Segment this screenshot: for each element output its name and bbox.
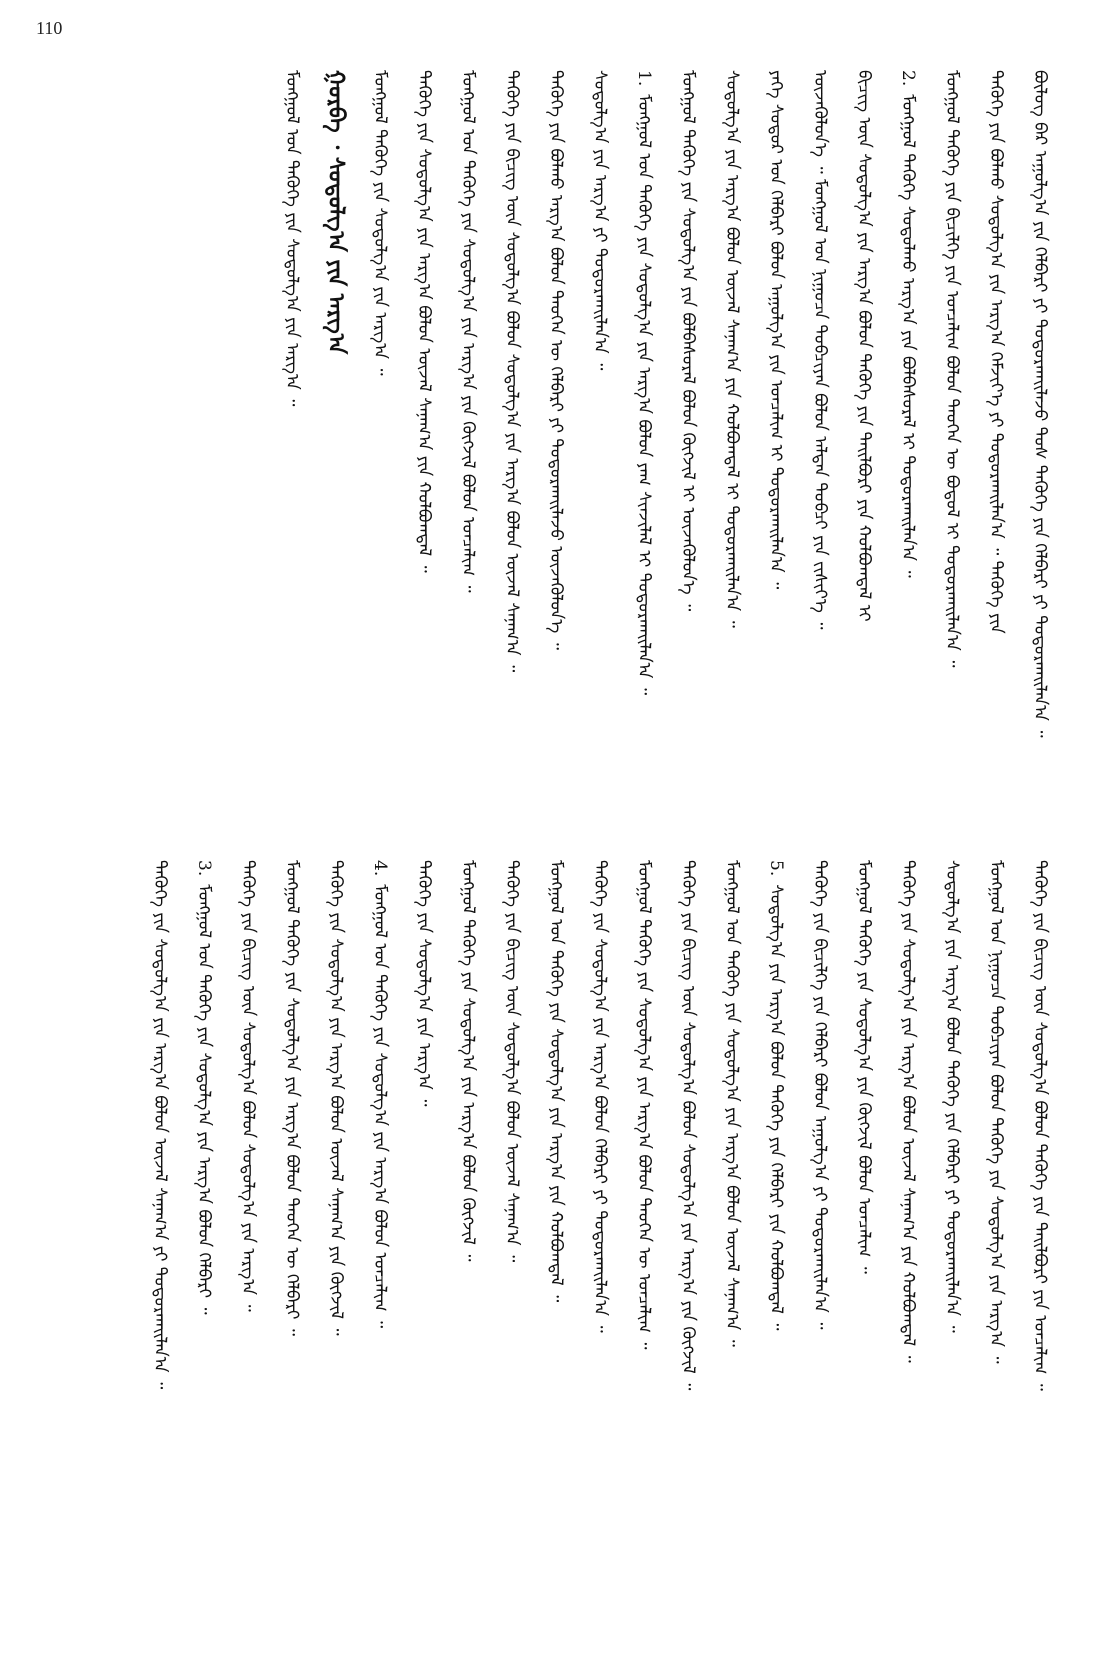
text-column xyxy=(888,860,928,1620)
text-column xyxy=(448,860,488,1620)
column-text: ᠮᠣᠩᠭᠣᠯ ᠲᠡᠭᠦᠬᠡ ᠶᠢᠨ ᠰᠤᠳᠤᠯᠭ᠎ᠠ ᠶᠢᠨ ᠠᠷᠭ᠎ᠠ ᠪᠣᠯᠤᠨ ᠲᠡᠦᠬᠡᠨ ᠦ ᠬᠡᠯᠪᠡᠷᠢ ᠃ xyxy=(282,860,302,1336)
column-text: ᠮᠣᠩᠭᠣᠯ ᠤᠨ ᠲᠡᠭᠦᠬᠡ ᠶᠢᠨ ᠰᠤᠳᠤᠯᠭ᠎ᠠ ᠶᠢᠨ ᠠᠷᠭ᠎ᠠ ᠪᠣᠯᠤᠨ ᠣᠨᠴᠠᠯᠢᠭ ᠃ xyxy=(370,884,390,1329)
text-column xyxy=(580,860,620,1620)
section-heading xyxy=(316,70,356,870)
column-text: ᠰᠤᠳᠤᠯᠭ᠎ᠠ ᠶᠢᠨ ᠠᠷᠭ᠎ᠠ ᠪᠣᠯᠤᠨ ᠲᠡᠭᠦᠬᠡ ᠶᠢᠨ ᠬᠡᠯᠪᠡᠷᠢ ᠶᠢ ᠲᠣᠳᠣᠷᠬᠠᠢᠯᠠᠨ᠎ᠠ ᠃ xyxy=(942,860,962,1333)
column-text: ᠪᠦᠯᠦᠭ ᠪᠠᠷ ᠠᠭᠤᠯᠭ᠎ᠠ ᠶᠢᠨ ᠬᠡᠯᠪᠡᠷᠢ ᠶᠢ ᠲᠣᠳᠣᠷᠬᠠᠢᠯᠠᠵᠤ ᠲᠤᠰ ᠲᠡᠭᠦᠬᠡ ᠶᠢᠨ ᠬᠡᠯᠪᠡᠷᠢ ᠶᠢ ᠲᠣᠳᠣᠷᠬᠠᠢᠯᠠᠨ᠎ᠠ ᠃ xyxy=(1030,70,1050,738)
text-column xyxy=(756,70,796,870)
column-text: ᠲᠡᠭᠦᠬᠡ ᠶᠢᠨ ᠪᠢᠴᠢᠭ ᠦᠨ ᠰᠤᠳᠤᠯᠭ᠎ᠠ ᠪᠣᠯᠤᠨ ᠦᠵᠡᠯ ᠰᠠᠨᠠᠭ᠎ᠠ ᠃ xyxy=(502,860,522,1263)
text-column xyxy=(844,70,884,870)
text-column xyxy=(272,860,312,1620)
text-column xyxy=(360,860,400,1620)
text-column xyxy=(624,70,664,870)
text-column xyxy=(404,860,444,1620)
column-text: ᠮᠣᠩᠭᠣᠯ ᠲᠡᠭᠦᠬᠡ ᠶᠢᠨ ᠰᠤᠳᠤᠯᠭ᠎ᠠ ᠶᠢᠨ ᠠᠷᠭ᠎ᠠ ᠃ xyxy=(370,70,390,376)
column-text: ᠮᠣᠩᠭᠣᠯ ᠲᠡᠭᠦᠬᠡ ᠶᠢᠨ ᠪᠢᠴᠢᠯᠭᠡ ᠶᠢᠨ ᠣᠨᠴᠠᠯᠢᠭ ᠪᠣᠯᠤᠨ ᠲᠡᠦᠬᠡᠨ ᠦ ᠪᠣᠳᠤᠯ ᠢ ᠲᠣᠳᠣᠷᠬᠠᠢᠯᠠᠨ᠎ᠠ ᠃ xyxy=(942,70,962,668)
column-text: ᠲᠡᠭᠦᠬᠡ ᠶᠢᠨ ᠰᠤᠳᠤᠯᠭ᠎ᠠ ᠶᠢᠨ ᠠᠷᠭ᠎ᠠ ᠪᠣᠯᠤᠨ ᠦᠵᠡᠯ ᠰᠠᠨᠠᠭ᠎ᠠ ᠶᠢᠨ ᠬᠣᠯᠪᠣᠭᠳᠠᠯ ᠃ xyxy=(414,70,434,573)
text-column xyxy=(536,860,576,1620)
text-column xyxy=(712,70,752,870)
column-text: ᠭᠤᠷᠪᠠ ᠂ ᠰᠤᠳᠤᠯᠭ᠎ᠠ ᠶᠢᠨ ᠠᠷᠭ᠎ᠠ xyxy=(323,70,349,355)
text-column xyxy=(976,70,1016,870)
text-column xyxy=(668,70,708,870)
column-text: ᠮᠣᠩᠭᠣᠯ ᠤᠨ ᠲᠡᠭᠦᠬᠡ ᠶᠢᠨ ᠰᠤᠳᠤᠯᠭ᠎ᠠ ᠶᠢᠨ ᠠᠷᠭ᠎ᠠ ᠪᠣᠯᠤᠨ ᠬᠡᠯᠪᠡᠷᠢ ᠃ xyxy=(194,884,214,1315)
text-column xyxy=(844,860,884,1620)
column-text: ᠲᠡᠭᠦᠬᠡ ᠶᠢᠨ ᠰᠤᠳᠤᠯᠭ᠎ᠠ ᠶᠢᠨ ᠠᠷᠭ᠎ᠠ ᠪᠣᠯᠤᠨ ᠦᠵᠡᠯ ᠰᠠᠨᠠᠭ᠎ᠠ ᠶᠢᠨ ᠬᠣᠯᠪᠣᠭᠳᠠᠯ ᠃ xyxy=(898,860,918,1363)
column-text: ᠰᠤᠳᠤᠯᠭ᠎ᠠ ᠶᠢᠨ ᠠᠷᠭ᠎ᠠ ᠪᠣᠯᠤᠨ ᠦᠵᠡᠯ ᠰᠠᠨᠠᠭ᠎ᠠ ᠶᠢᠨ ᠬᠣᠯᠪᠣᠭᠳᠠᠯ ᠢ ᠲᠣᠳᠣᠷᠬᠠᠢᠯᠠᠨ᠎ᠠ ᠃ xyxy=(722,70,742,628)
column-text: ᠮᠣᠩᠭᠣᠯ ᠲᠡᠭᠦᠬᠡ ᠶᠢᠨ ᠰᠤᠳᠤᠯᠭ᠎ᠠ ᠶᠢᠨ ᠪᠣᠯᠪᠠᠰᠤᠷᠠᠯ ᠪᠣᠯᠤᠨ ᠬᠦᠭᠵᠢᠯ ᠢ ᠦᠵᠡᠭᠦᠯᠦᠨ᠎ᠡ ᠃ xyxy=(678,70,698,612)
column-text: ᠮᠣᠩᠭᠣᠯ ᠤᠨ ᠲᠡᠭᠦᠬᠡ ᠶᠢᠨ ᠰᠤᠳᠤᠯᠭ᠎ᠠ ᠶᠢᠨ ᠠᠷᠭ᠎ᠠ ᠶᠢᠨ ᠬᠣᠯᠪᠣᠭᠳᠠᠯ ᠃ xyxy=(546,860,566,1303)
text-column xyxy=(536,70,576,870)
column-text: ᠶᠡᠬᠡ ᠰᠤᠳᠤᠷ ᠤᠨ ᠬᠡᠯᠪᠡᠷᠢ ᠪᠣᠯᠤᠨ ᠠᠭᠤᠯᠭ᠎ᠠ ᠶᠢᠨ ᠣᠨᠴᠠᠯᠢᠭ ᠢ ᠲᠣᠳᠣᠷᠬᠠᠢᠯᠠᠨ᠎ᠠ ᠃ xyxy=(766,70,786,590)
list-number: 4. xyxy=(370,860,390,877)
text-column xyxy=(1020,860,1060,1620)
page-number: 110 xyxy=(36,18,63,38)
text-column xyxy=(360,70,400,870)
text-column xyxy=(668,860,708,1620)
column-text: ᠲᠡᠭᠦᠬᠡ ᠶᠢᠨ ᠪᠣᠯᠬᠣ ᠰᠤᠳᠤᠯᠭ᠎ᠠ ᠶᠢᠨ ᠠᠷᠭ᠎ᠠ ᠬᠡᠮᠵᠢᠶ᠎ᠡ ᠶᠢ ᠲᠣᠳᠣᠷᠬᠠᠢᠯᠠᠨ᠎ᠠ ᠃ ᠲᠡᠭᠦᠬᠡ ᠶᠢᠨ xyxy=(986,70,1006,634)
text-column xyxy=(932,860,972,1620)
column-text: ᠲᠡᠭᠦᠬᠡ ᠶᠢᠨ ᠪᠢᠴᠢᠭ ᠦᠨ ᠰᠤᠳᠤᠯᠭ᠎ᠠ ᠪᠣᠯᠤᠨ ᠰᠤᠳᠤᠯᠭ᠎ᠠ ᠶᠢᠨ ᠠᠷᠭ᠎ᠠ ᠃ xyxy=(238,860,258,1312)
column-text: ᠮᠣᠩᠭᠣᠯ ᠤᠨ ᠲᠡᠭᠦᠬᠡ ᠶᠢᠨ ᠰᠤᠳᠤᠯᠭ᠎ᠠ ᠶᠢᠨ ᠠᠷᠭ᠎ᠠ ᠶᠢᠨ ᠬᠦᠭᠵᠢᠯ ᠪᠣᠯᠤᠨ ᠣᠨᠴᠠᠯᠢᠭ ᠃ xyxy=(458,70,478,593)
column-text: ᠲᠡᠭᠦᠬᠡ ᠶᠢᠨ ᠰᠤᠳᠤᠯᠭ᠎ᠠ ᠶᠢᠨ ᠠᠷᠭ᠎ᠠ ᠪᠣᠯᠤᠨ ᠬᠡᠯᠪᠡᠷᠢ ᠶᠢ ᠲᠣᠳᠣᠷᠬᠠᠢᠯᠠᠨ᠎ᠠ ᠃ xyxy=(590,860,610,1333)
text-column xyxy=(976,860,1016,1620)
column-text: ᠮᠣᠩᠭᠣᠯ ᠲᠡᠭᠦᠬᠡ ᠶᠢᠨ ᠰᠤᠳᠤᠯᠭ᠎ᠠ ᠶᠢᠨ ᠬᠦᠭᠵᠢᠯ ᠪᠣᠯᠤᠨ ᠣᠨᠴᠠᠯᠢᠭ ᠃ xyxy=(854,860,874,1274)
column-text: ᠲᠡᠭᠦᠬᠡ ᠶᠢᠨ ᠪᠢᠴᠢᠯᠭᠡ ᠶᠢᠨ ᠬᠡᠯᠪᠡᠷᠢ ᠪᠣᠯᠤᠨ ᠠᠭᠤᠯᠭ᠎ᠠ ᠶᠢ ᠲᠣᠳᠣᠷᠬᠠᠢᠯᠠᠨ᠎ᠠ ᠃ xyxy=(810,860,830,1330)
column-text: ᠰᠤᠳᠤᠯᠭ᠎ᠠ ᠶᠢᠨ ᠠᠷᠭ᠎ᠠ ᠶᠢ ᠲᠣᠳᠣᠷᠬᠠᠢᠯᠠᠨ᠎ᠠ ᠃ xyxy=(590,70,610,371)
text-column xyxy=(800,70,840,870)
text-column xyxy=(756,860,796,1620)
list-number: 3. xyxy=(194,860,214,877)
text-column xyxy=(624,860,664,1620)
column-text: ᠰᠤᠳᠤᠯᠭ᠎ᠠ ᠶᠢᠨ ᠠᠷᠭ᠎ᠠ ᠪᠣᠯᠤᠨ ᠲᠡᠭᠦᠬᠡ ᠶᠢᠨ ᠬᠡᠯᠪᠡᠷᠢ ᠶᠢᠨ ᠬᠣᠯᠪᠣᠭᠳᠠᠯ ᠃ xyxy=(766,884,786,1331)
text-column xyxy=(492,860,532,1620)
text-column xyxy=(272,70,312,870)
column-text: ᠲᠡᠭᠦᠬᠡ ᠶᠢᠨ ᠪᠢᠴᠢᠭ ᠦᠨ ᠰᠤᠳᠤᠯᠭ᠎ᠠ ᠪᠣᠯᠤᠨ ᠰᠤᠳᠤᠯᠭ᠎ᠠ ᠶᠢᠨ ᠠᠷᠭ᠎ᠠ ᠪᠣᠯᠤᠨ ᠦᠵᠡᠯ ᠰᠠᠨᠠᠭ᠎ᠠ ᠃ xyxy=(502,70,522,673)
text-column xyxy=(888,70,928,870)
list-number: 2. xyxy=(898,70,918,87)
text-column xyxy=(140,860,180,1620)
text-column xyxy=(712,860,752,1620)
column-text: ᠮᠣᠩᠭᠣᠯ ᠤᠨ ᠲᠡᠭᠦᠬᠡ ᠶᠢᠨ ᠰᠤᠳᠤᠯᠭ᠎ᠠ ᠶᠢᠨ ᠠᠷᠭ᠎ᠠ ᠪᠣᠯᠤᠨ ᠶᠠᠭ ᠰᠢᠨᠵᠢᠯᠡᠯ ᠢ ᠲᠣᠳᠣᠷᠬᠠᠢᠯᠠᠨ᠎ᠠ ᠃ xyxy=(634,94,654,696)
text-column xyxy=(932,70,972,870)
column-text: ᠮᠣᠩᠭᠣᠯ ᠤᠨ ᠨᠢᠭᠤᠴᠠ ᠲᠣᠪᠴᠢᠶᠠᠨ ᠪᠣᠯᠤᠨ ᠲᠡᠭᠦᠬᠡ ᠶᠢᠨ ᠰᠤᠳᠤᠯᠭ᠎ᠠ ᠶᠢᠨ ᠠᠷᠭ᠎ᠠ ᠃ xyxy=(986,860,1006,1364)
column-text: ᠮᠣᠩᠭᠣᠯ ᠲᠡᠭᠦᠬᠡ ᠶᠢᠨ ᠰᠤᠳᠤᠯᠭ᠎ᠠ ᠶᠢᠨ ᠠᠷᠭ᠎ᠠ ᠪᠣᠯᠤᠨ ᠲᠡᠦᠬᠡᠨ ᠦ ᠣᠨᠴᠠᠯᠢᠭ ᠃ xyxy=(634,860,654,1350)
column-text: ᠮᠣᠩᠭᠣᠯ ᠲᠡᠭᠦᠬᠡ ᠶᠢᠨ ᠰᠤᠳᠤᠯᠭ᠎ᠠ ᠶᠢᠨ ᠠᠷᠭ᠎ᠠ ᠪᠣᠯᠤᠨ ᠬᠦᠭᠵᠢᠯ ᠃ xyxy=(458,860,478,1262)
column-text: ᠮᠣᠩᠭᠣᠯ ᠤᠨ ᠲᠡᠭᠦᠬᠡ ᠶᠢᠨ ᠰᠤᠳᠤᠯᠭ᠎ᠠ ᠶᠢᠨ ᠠᠷᠭ᠎ᠠ ᠪᠣᠯᠤᠨ ᠦᠵᠡᠯ ᠰᠠᠨᠠᠭ᠎ᠠ ᠃ xyxy=(722,860,742,1347)
column-text: ᠮᠣᠩᠭᠣᠯ ᠤᠨ ᠲᠡᠭᠦᠬᠡ ᠶᠢᠨ ᠰᠤᠳᠤᠯᠭ᠎ᠠ ᠶᠢᠨ ᠠᠷᠭ᠎ᠠ ᠃ xyxy=(282,70,302,407)
text-column xyxy=(404,70,444,870)
column-text: ᠲᠡᠭᠦᠬᠡ ᠶᠢᠨ ᠪᠣᠯᠬᠤ ᠠᠷᠭ᠎ᠠ ᠪᠣᠯᠤᠨ ᠲᠡᠦᠬᠡᠨ ᠦ ᠬᠡᠯᠪᠡᠷᠢ ᠶᠢ ᠲᠣᠳᠣᠷᠬᠠᠢᠯᠠᠵᠤ ᠦᠵᠡᠭᠦᠯᠦᠨ᠎ᠡ ᠃ xyxy=(546,70,566,650)
column-text: ᠲᠡᠭᠦᠬᠡ ᠶᠢᠨ ᠪᠢᠴᠢᠭ ᠦᠨ ᠰᠤᠳᠤᠯᠭ᠎ᠠ ᠪᠣᠯᠤᠨ ᠰᠤᠳᠤᠯᠭ᠎ᠠ ᠶᠢᠨ ᠠᠷᠭ᠎ᠠ ᠶᠢᠨ ᠬᠦᠭᠵᠢᠯ ᠃ xyxy=(678,860,698,1391)
column-text: ᠲᠡᠭᠦᠬᠡ ᠶᠢᠨ ᠰᠤᠳᠤᠯᠭ᠎ᠠ ᠶᠢᠨ ᠠᠷᠭ᠎ᠠ ᠪᠣᠯᠤᠨ ᠦᠵᠡᠯ ᠰᠠᠨᠠᠭ᠎ᠠ ᠶᠢ ᠲᠣᠳᠣᠷᠬᠠᠢᠯᠠᠨ᠎ᠠ ᠃ xyxy=(150,860,170,1390)
text-column xyxy=(1020,70,1060,870)
text-column xyxy=(448,70,488,870)
column-text: ᠮᠣᠩᠭᠣᠯ ᠲᠡᠭᠦᠬᠡ ᠰᠤᠳᠤᠯᠬᠤ ᠠᠷᠭ᠎ᠠ ᠶᠢᠨ ᠪᠣᠯᠪᠠᠰᠤᠷᠠᠯ ᠢ ᠲᠣᠳᠣᠷᠬᠠᠢᠯᠠᠨ᠎ᠠ ᠃ xyxy=(898,94,918,578)
text-column xyxy=(184,860,224,1620)
column-text: ᠪᠢᠴᠢᠭ ᠦᠨ ᠰᠤᠳᠤᠯᠭ᠎ᠠ ᠶᠢᠨ ᠠᠷᠭ᠎ᠠ ᠪᠣᠯᠤᠨ ᠲᠡᠭᠦᠬᠡ ᠶᠢᠨ ᠲᠠᠢᠯᠪᠤᠷᠢ ᠶᠢᠨ ᠬᠣᠯᠪᠣᠭᠳᠠᠯ ᠢ xyxy=(854,70,874,622)
text-column xyxy=(492,70,532,870)
text-column xyxy=(580,70,620,870)
column-text: ᠲᠡᠭᠦᠬᠡ ᠶᠢᠨ ᠰᠤᠳᠤᠯᠭ᠎ᠠ ᠶᠢᠨ ᠠᠷᠭ᠎ᠠ ᠪᠣᠯᠤᠨ ᠦᠵᠡᠯ ᠰᠠᠨᠠᠭ᠎ᠠ ᠶᠢᠨ ᠬᠦᠭᠵᠢᠯ ᠃ xyxy=(326,860,346,1336)
text-column xyxy=(228,860,268,1620)
text-column xyxy=(800,860,840,1620)
column-text: ᠲᠡᠭᠦᠬᠡ ᠶᠢᠨ ᠰᠤᠳᠤᠯᠭ᠎ᠠ ᠶᠢᠨ ᠠᠷᠭ᠎ᠠ ᠃ xyxy=(414,860,434,1107)
column-text: ᠲᠡᠭᠦᠬᠡ ᠶᠢᠨ ᠪᠢᠴᠢᠭ ᠦᠨ ᠰᠤᠳᠤᠯᠭ᠎ᠠ ᠪᠣᠯᠤᠨ ᠲᠡᠭᠦᠬᠡ ᠶᠢᠨ ᠲᠠᠢᠯᠪᠤᠷᠢ ᠶᠢᠨ ᠣᠨᠴᠠᠯᠢᠭ ᠃ xyxy=(1030,860,1050,1391)
column-text: ᠦᠵᠡᠭᠦᠯᠦᠨ᠎ᠡ ᠃ ᠮᠣᠩᠭᠣᠯ ᠤᠨ ᠨᠢᠭᠤᠴᠠ ᠲᠣᠪᠴᠢᠶᠠᠨ ᠪᠣᠯᠤᠨ ᠠᠯᠲᠠᠨ ᠲᠣᠪᠴᠢ ᠶᠢᠨ ᠵᠢᠱᠢᠶ᠎ᠡ ᠃ xyxy=(810,70,830,630)
list-number: 5. xyxy=(766,860,786,877)
list-number: 1. xyxy=(634,70,654,87)
text-column xyxy=(316,860,356,1620)
